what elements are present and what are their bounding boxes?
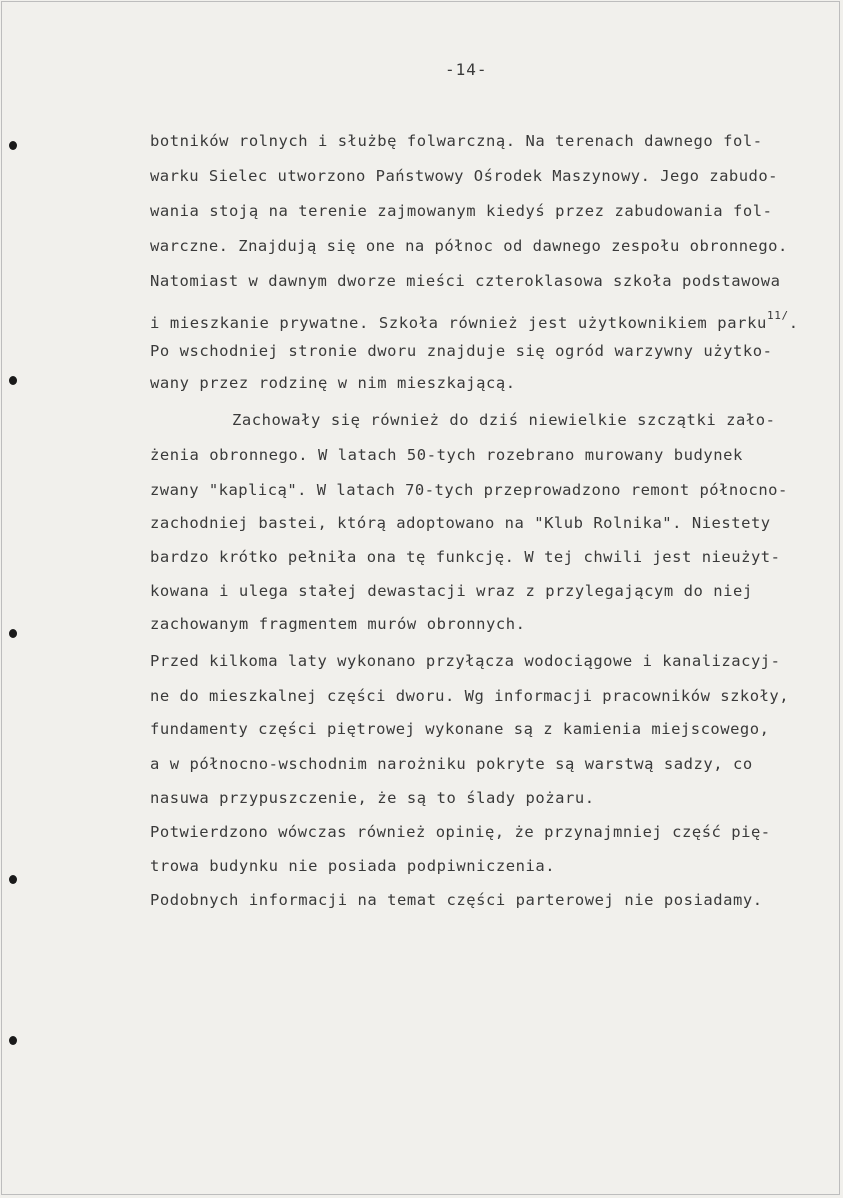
text-line: bardzo krótko pełniła ona tę funkcję. W tej chwili jest nieużyt- [150,548,781,566]
text-line: Po wschodniej stronie dworu znajduje się ogród warzywny użytko- [150,342,773,360]
text-line: zachowanym fragmentem murów obronnych. [150,615,526,633]
text-line: wany przez rodzinę w nim mieszkającą. [150,374,516,392]
text-line: fundamenty części piętrowej wykonane są z kamienia miejscowego, [150,720,770,738]
text-line: i mieszkanie prywatne. Szkoła również jest użytkownikiem parku [150,314,768,332]
text-line: trowa budynku nie posiada podpiwniczenia. [150,857,556,875]
text-line: botników rolnych i służbę folwarczną. Na terenach dawnego fol- [150,132,763,150]
text-line: nasuwa przypuszczenie, że są to ślady pożaru. [150,789,595,807]
text-line: Przed kilkoma laty wykonano przyłącza wodociągowe i kanalizacyj- [150,652,781,670]
punch-hole [9,1036,17,1045]
text-line: zachodniej bastei, którą adoptowano na "Klub Rolnika". Niestety [150,514,771,532]
text-line: ne do mieszkalnej części dworu. Wg informacji pracowników szkoły, [150,687,790,705]
page-number: -14- [445,60,488,79]
text-line: a w północno-wschodnim narożniku pokryte są warstwą sadzy, co [150,755,753,773]
text-line: Zachowały się również do dziś niewielkie szczątki zało- [232,411,776,429]
text-line: kowana i ulega stałej dewastacji wraz z przylegającym do niej [150,582,753,600]
punch-hole [9,629,17,638]
text-line: wania stoją na terenie zajmowanym kiedyś przez zabudowania fol- [150,202,773,220]
footnote-period: . [788,314,799,332]
punch-hole [9,875,17,884]
text-line: zwany "kaplicą". W latach 70-tych przeprowadzono remont północno- [150,481,788,499]
footnote-reference: 11/ [767,309,789,322]
text-line: żenia obronnego. W latach 50-tych rozebrano murowany budynek [150,446,743,464]
punch-hole [9,141,17,150]
text-line: warczne. Znajdują się one na północ od dawnego zespołu obronnego. [150,237,788,255]
text-line: Podobnych informacji na temat części parterowej nie posiadamy. [150,891,763,909]
punch-hole [9,376,17,385]
text-line: Potwierdzono wówczas również opinię, że przynajmniej część pię- [150,823,771,841]
text-line-with-footnote [150,306,799,333]
text-line: Natomiast w dawnym dworze mieści czteroklasowa szkoła podstawowa [150,272,781,290]
text-line: warku Sielec utworzono Państwowy Ośrodek Maszynowy. Jego zabudo- [150,167,778,185]
